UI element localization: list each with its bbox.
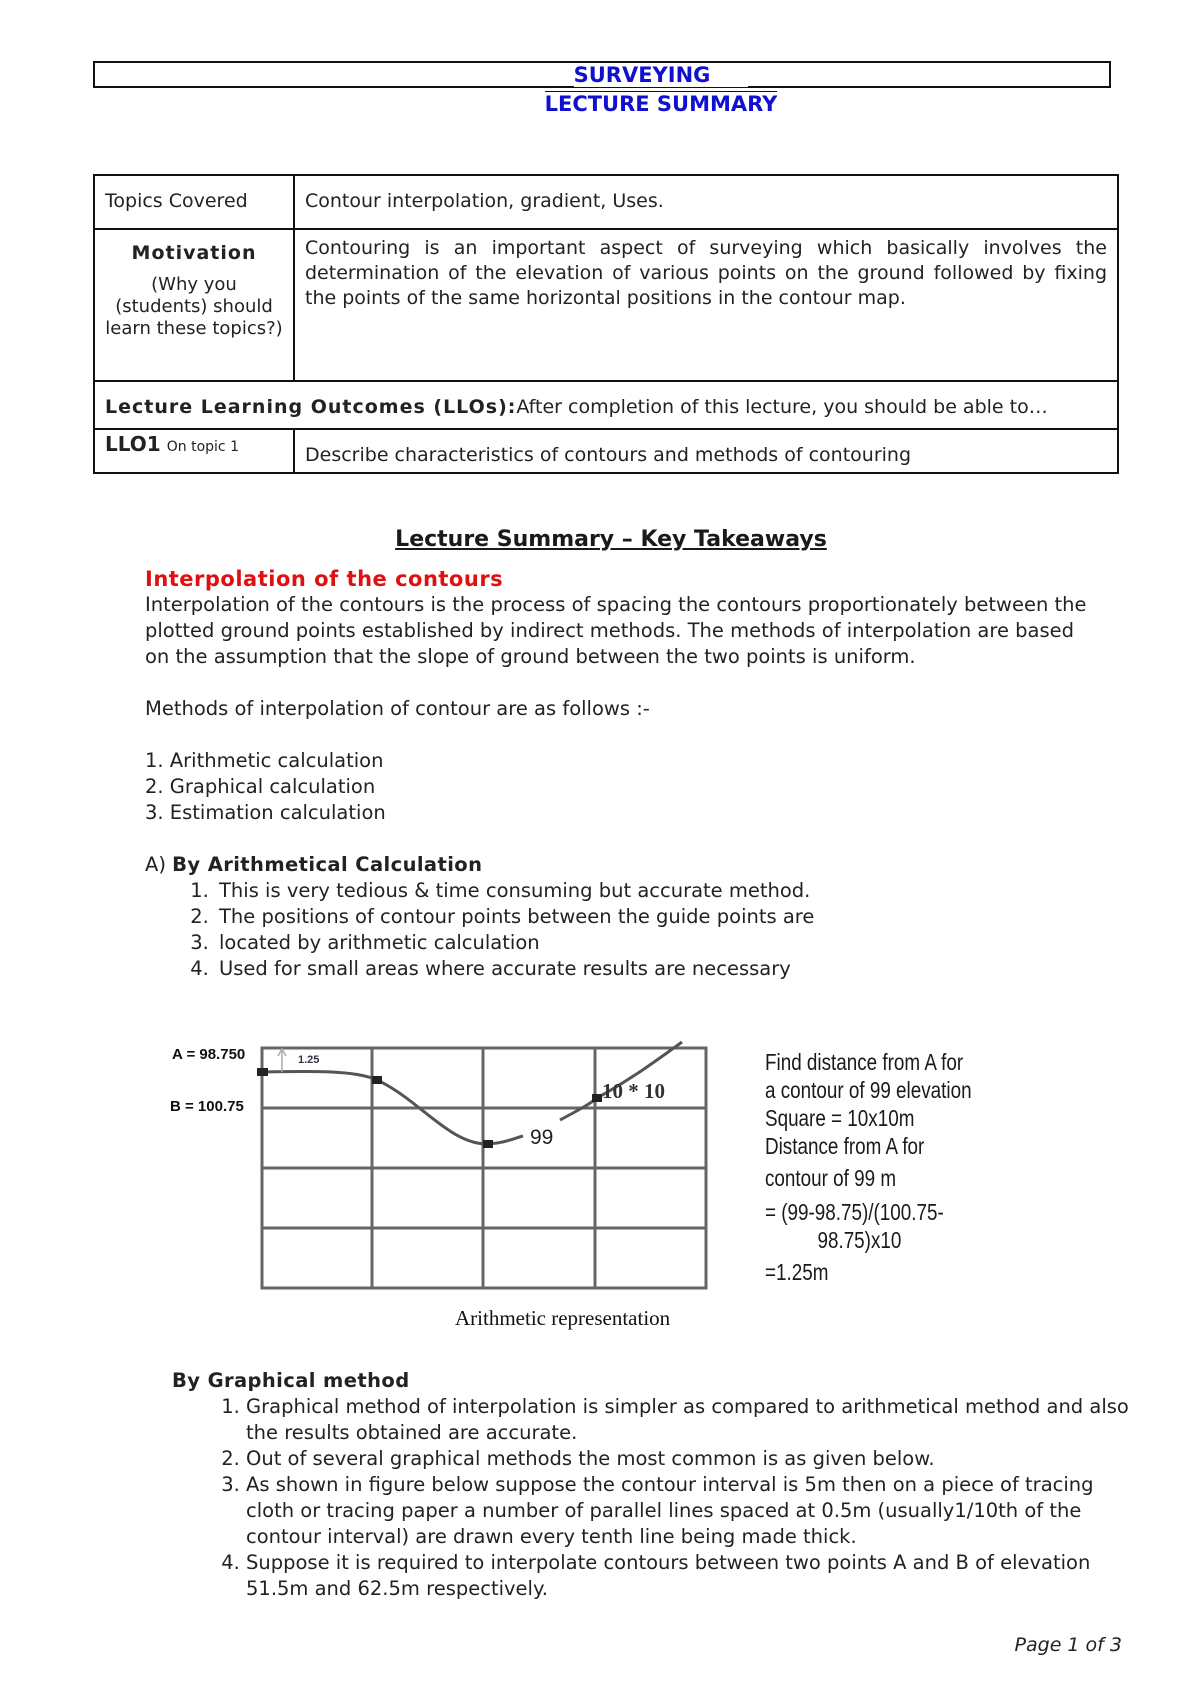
- calc-line: Square = 10x10m: [765, 1105, 915, 1131]
- motivation-text: Contouring is an important aspect of surveying which basically involves the determination of the elevation of various points on the ground followed by fixing the points of the same horizontal positions in the contour map.: [294, 229, 1118, 381]
- contour-label: 99: [530, 1126, 554, 1149]
- offset-label: 1.25: [298, 1054, 320, 1066]
- graphical-heading: By Graphical method: [172, 1369, 410, 1392]
- arithmetical-heading-text: By Arithmetical Calculation: [172, 853, 483, 876]
- llo-topic: On topic 1: [166, 439, 239, 455]
- calc-line: =1.25m: [765, 1259, 829, 1285]
- llo-description: Describe characteristics of contours and methods of contouring: [294, 429, 1118, 473]
- methods-list-item: 1. Arithmetic calculation: [145, 749, 384, 772]
- graphical-point: 4. Suppose it is required to interpolate contours between two points A and B of elevation 51.5m and 62.5m respectively.: [246, 1550, 1132, 1602]
- methods-list-item: 2. Graphical calculation: [145, 775, 376, 798]
- graphical-point: 1. Graphical method of interpolation is simpler as compared to arithmetical method and also the results obtained are accurate.: [246, 1394, 1132, 1446]
- guide-point-marker: [483, 1140, 493, 1148]
- calc-line: = (99-98.75)/(100.75-: [765, 1199, 944, 1225]
- intro-paragraph: Interpolation of the contours is the process of spacing the contours proportionately between the plotted ground points established by indirect methods. The methods of interpolation are based on the assumption that the slope of ground between the two points is uniform.: [145, 593, 1087, 668]
- graphical-points: [172, 1394, 1132, 1602]
- calc-line: Find distance from A for: [765, 1049, 964, 1075]
- graphical-point: 3. As shown in figure below suppose the contour interval is 5m then on a piece of tracing cloth or tracing paper a number of parallel lines spaced at 0.5m (usually1/10th of the contour interval) are drawn every tenth line being made thick.: [246, 1472, 1132, 1550]
- motivation-subtitle: (Why you (students) should learn these topics?): [105, 274, 283, 339]
- guide-point-marker: [372, 1076, 382, 1084]
- topics-label: Topics Covered: [94, 175, 294, 229]
- topics-value: Contour interpolation, gradient, Uses.: [294, 175, 1118, 229]
- calc-line: a contour of 99 elevation: [765, 1077, 972, 1103]
- calculation-notes: [765, 1048, 970, 1286]
- methods-list-item: 3. Estimation calculation: [145, 801, 386, 824]
- graphical-point: 2. Out of several graphical methods the most common is as given below.: [246, 1446, 1132, 1472]
- calc-line: 98.75)x10: [817, 1227, 902, 1253]
- llo-id: LLO1: [105, 432, 161, 456]
- page-number: Page 1 of 3: [1014, 1634, 1122, 1656]
- methods-intro: Methods of interpolation of contour are as follows :-: [145, 697, 650, 720]
- motivation-label: Motivation: [131, 242, 257, 264]
- llo-heading-rest: After completion of this lecture, you should be able to…: [516, 396, 1048, 418]
- figure-caption: Arithmetic representation: [455, 1306, 671, 1330]
- point-a-marker: [257, 1068, 268, 1076]
- document-subtitle-text: LECTURE SUMMARY: [544, 92, 778, 116]
- calc-line: Distance from A for: [765, 1133, 925, 1159]
- arithmetical-point: 1. This is very tedious & time consuming but accurate method.: [215, 878, 1095, 904]
- arithmetical-point: 3. located by arithmetic calculation: [215, 930, 1095, 956]
- guide-point-marker: [592, 1094, 602, 1102]
- label-b: B = 100.75: [170, 1098, 244, 1115]
- label-a: A = 98.750: [172, 1046, 246, 1063]
- arithmetical-prefix: A): [145, 853, 173, 876]
- square-label: 10 * 10: [602, 1079, 665, 1103]
- section-heading: Interpolation of the contours: [145, 567, 504, 591]
- arithmetical-point: 2. The positions of contour points between the guide points are: [215, 904, 1095, 930]
- calc-line: contour of 99 m: [765, 1165, 897, 1191]
- graphical-method-section: [172, 1368, 1132, 1602]
- arithmetical-point: 4. Used for small areas where accurate results are necessary: [215, 956, 1095, 982]
- llo-heading-bold: Lecture Learning Outcomes (LLOs):: [105, 396, 517, 418]
- document-title-text: SURVEYING: [574, 63, 749, 88]
- summary-title: Lecture Summary – Key Takeaways: [395, 527, 827, 552]
